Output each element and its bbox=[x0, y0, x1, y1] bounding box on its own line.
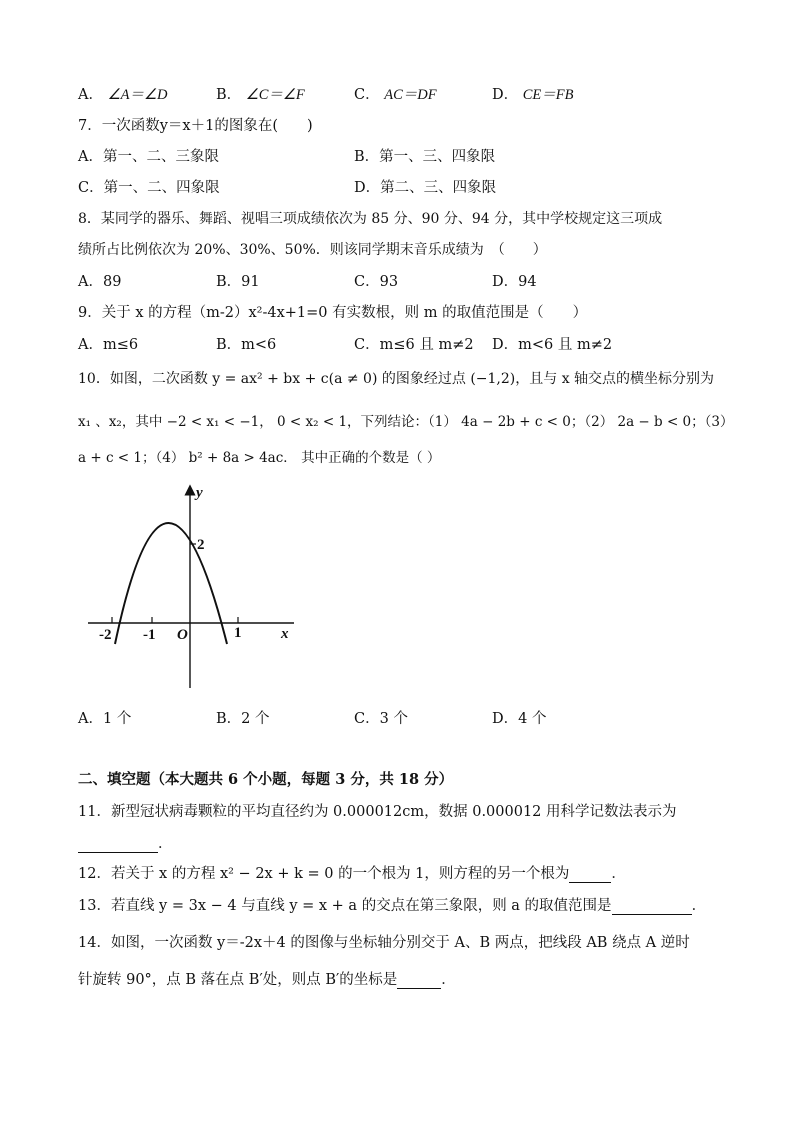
q6-option-d: D． CE＝FB bbox=[492, 87, 574, 103]
q10-stem-line3: a + c < 1；（4） b² + 8a > 4ac． 其中正确的个数是（ ） bbox=[78, 450, 441, 466]
q6-option-b: B． ∠C＝∠F bbox=[216, 87, 305, 103]
q10-parabola-graph bbox=[82, 482, 312, 697]
q14-stem-line1: 14．如图，一次函数 y＝-2x＋4 的图像与坐标轴分别交于 A、B 两点，把线段 AB 绕点 A 逆时 bbox=[78, 935, 690, 951]
parabola-curve bbox=[115, 523, 227, 644]
x-axis-label: x bbox=[281, 626, 289, 642]
tick-label-neg1: -1 bbox=[143, 627, 156, 643]
section2-title: 二、填空题（本大题共 6 个小题，每题 3 分，共 18 分） bbox=[78, 771, 454, 788]
q9-option-b: B．m<6 bbox=[216, 337, 277, 353]
q6-option-c: C． AC＝DF bbox=[354, 87, 437, 103]
q12-stem-line: 12．若关于 x 的方程 x² − 2x + k = 0 的一个根为 1，则方程的另一个根为 ． bbox=[78, 866, 626, 882]
q14-stem-line2: 针旋转 90°，点 B 落在点 B′处，则点 B′的坐标是 ． bbox=[78, 972, 456, 988]
q9-option-d: D．m<6 且 m≠2 bbox=[492, 337, 613, 353]
tick-label-1: 1 bbox=[234, 625, 242, 641]
origin-label: O bbox=[177, 627, 188, 643]
q8-option-d: D．94 bbox=[492, 274, 537, 290]
q9-option-c: C．m≤6 且 m≠2 bbox=[354, 337, 474, 353]
q10-option-d: D．4 个 bbox=[492, 711, 547, 727]
q10-option-c: C．3 个 bbox=[354, 711, 408, 727]
q10-option-b: B．2 个 bbox=[216, 711, 270, 727]
q13-stem-line: 13．若直线 y = 3x − 4 与直线 y = x + a 的交点在第三象限，则 a 的取值范围是 ． bbox=[78, 898, 707, 914]
q12-answer-blank[interactable] bbox=[569, 868, 611, 883]
q7-option-b: B．第一、三、四象限 bbox=[354, 149, 496, 165]
q10-option-a: A．1 个 bbox=[78, 711, 132, 727]
q12-stem: 12．若关于 x 的方程 x² − 2x + k = 0 的一个根为 1，则方程的另一个根为 bbox=[78, 866, 570, 882]
tick-label-neg2: -2 bbox=[99, 627, 112, 643]
q13-stem: 13．若直线 y = 3x − 4 与直线 y = x + a 的交点在第三象限，则 a 的取值范围是 bbox=[78, 898, 612, 914]
q7-stem: 7．一次函数y＝x＋1的图象在( ) bbox=[78, 118, 313, 134]
q14-stem: 针旋转 90°，点 B 落在点 B′处，则点 B′的坐标是 bbox=[78, 972, 398, 988]
q8-option-a: A．89 bbox=[78, 274, 122, 290]
q11-stem: 11．新型冠状病毒颗粒的平均直径约为 0.000012cm，数据 0.000012 用科学记数法表示为 bbox=[78, 804, 677, 820]
q8-stem-line2: 绩所占比例依次为 20%、30%、50%．则该同学期末音乐成绩为 （ ） bbox=[78, 242, 547, 258]
q13-answer-blank[interactable] bbox=[612, 900, 692, 915]
q10-stem-line2: x₁ 、x₂，其中 −2 < x₁ < −1， 0 < x₂ < 1，下列结论：（1） 4a − 2b + c < 0；（2） 2a − b < 0；（3） bbox=[78, 414, 734, 430]
y-axis-label: y bbox=[196, 485, 203, 501]
q14-answer-blank[interactable] bbox=[397, 974, 441, 989]
q10-stem-line1: 10．如图，二次函数 y = ax² + bx + c(a ≠ 0) 的图象经过点 (−1,2)，且与 x 轴交点的横坐标分别为 bbox=[78, 371, 715, 387]
q9-option-a: A．m≤6 bbox=[78, 337, 139, 353]
q11-answer-line: ． bbox=[78, 832, 173, 853]
q8-stem-line1: 8．某同学的器乐、舞蹈、视唱三项成绩依次为 85 分、90 分、94 分，其中学校规定这三项成 bbox=[78, 211, 663, 227]
q7-option-c: C．第一、二、四象限 bbox=[78, 180, 220, 196]
tick-label-2: 2 bbox=[197, 537, 205, 553]
q7-option-a: A．第一、二、三象限 bbox=[78, 149, 219, 165]
q8-option-c: C．93 bbox=[354, 274, 399, 290]
q7-option-d: D．第二、三、四象限 bbox=[354, 180, 497, 196]
q8-option-b: B．91 bbox=[216, 274, 260, 290]
q11-answer-blank[interactable] bbox=[78, 838, 158, 853]
q6-option-a: A． ∠A＝∠D bbox=[78, 87, 168, 103]
q9-stem: 9．关于 x 的方程（m-2）x²-4x+1=0 有实数根，则 m 的取值范围是（ ） bbox=[78, 305, 588, 321]
